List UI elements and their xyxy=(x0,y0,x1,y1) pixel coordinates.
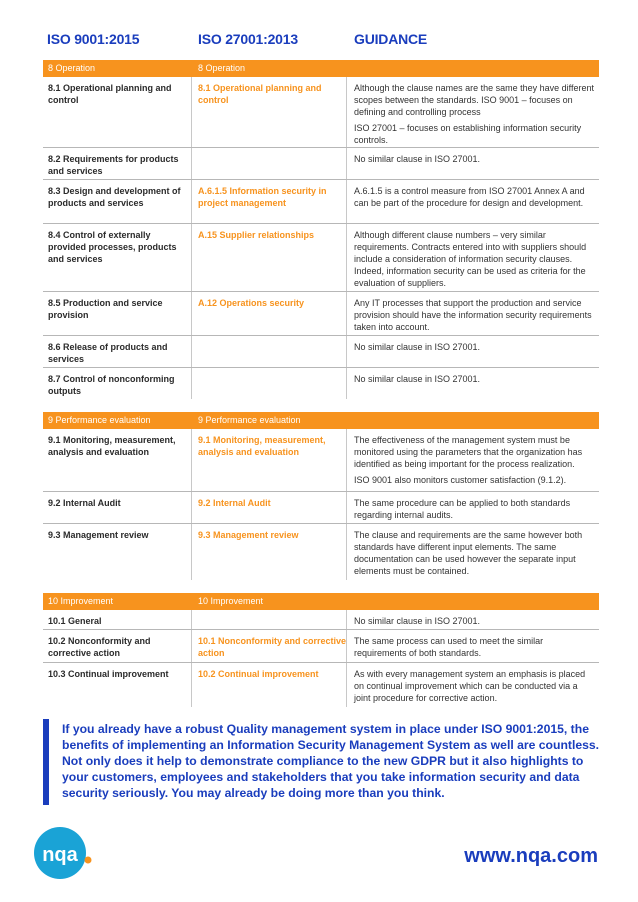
iso27001-clause: 9.3 Management review xyxy=(198,530,299,540)
header-iso27001: ISO 27001:2013 xyxy=(198,31,298,47)
guidance-text: No similar clause in ISO 27001. xyxy=(354,342,481,352)
guidance-text: As with every management system an emphasis is placed on continual improvement which can be conducted via a joint procedure for corrective action. xyxy=(354,669,586,703)
table-column-headers xyxy=(43,31,599,51)
table-row xyxy=(43,180,599,224)
iso9001-clause: 8.6 Release of products and services xyxy=(48,342,168,364)
guidance-text: Although the clause names are the same they have different scopes between the standards. ISO 9001 – focuses on defining and controlling process ISO 27001 – focuses on establishing information security controls. xyxy=(354,83,594,145)
section-improvement xyxy=(43,593,599,707)
iso9001-clause: 9.2 Internal Audit xyxy=(48,498,121,508)
iso27001-clause: A.6.1.5 Information security in project management xyxy=(198,186,327,208)
guidance-text: No similar clause in ISO 27001. xyxy=(354,374,481,384)
website-link[interactable]: www.nqa.com xyxy=(464,845,598,867)
guidance-text: No similar clause in ISO 27001. xyxy=(354,154,481,164)
guidance-text: The same process can used to meet the similar requirements of both standards. xyxy=(354,636,544,658)
iso27001-clause: A.12 Operations security xyxy=(198,298,305,308)
table-row xyxy=(43,336,599,368)
nqa-logo xyxy=(34,820,98,884)
callout-accent-bar xyxy=(43,719,49,805)
iso27001-clause: A.15 Supplier relationships xyxy=(198,230,315,240)
table-row xyxy=(43,663,599,707)
iso9001-clause: 8.3 Design and development of products and services xyxy=(48,186,181,208)
iso9001-clause: 8.4 Control of externally provided processes, products and services xyxy=(48,230,177,264)
section-bar xyxy=(43,593,599,610)
iso27001-clause: 10.1 Nonconformity and corrective action xyxy=(198,636,347,658)
guidance-text: The clause and requirements are the same however both standards have different input elements. The same documentation can be used however the separate input elements must be contained. xyxy=(354,530,583,576)
section-title-left: 8 Operation xyxy=(48,63,96,73)
iso27001-clause: 8.1 Operational planning and control xyxy=(198,83,322,105)
iso27001-clause: 9.2 Internal Audit xyxy=(198,498,271,508)
table-row xyxy=(43,630,599,663)
callout-text: If you already have a robust Quality management system in place under ISO 9001:2015, the benefits of implementing an Information Security Management System as well are countless. Not only does it help to demonstrate compliance to the new GDPR but it also highlights to your customers, employees and stakeholders that you take information security and data security seriously. You may already be doing more than you think. xyxy=(62,722,600,800)
callout-box xyxy=(43,719,599,805)
section-title-right: 9 Performance evaluation xyxy=(198,415,301,425)
guidance-text: A.6.1.5 is a control measure from ISO 27001 Annex A and can be part of the procedure for design and development. xyxy=(354,186,585,208)
table-row xyxy=(43,492,599,524)
table-row xyxy=(43,224,599,292)
iso9001-clause: 8.2 Requirements for products and services xyxy=(48,154,179,176)
section-operation xyxy=(43,60,599,399)
table-row xyxy=(43,292,599,336)
guidance-text: No similar clause in ISO 27001. xyxy=(354,616,481,626)
section-bar xyxy=(43,412,599,429)
iso9001-clause: 9.3 Management review xyxy=(48,530,149,540)
iso9001-clause: 10.3 Continual improvement xyxy=(48,669,169,679)
iso9001-clause: 10.2 Nonconformity and corrective action xyxy=(48,636,151,658)
iso9001-clause: 10.1 General xyxy=(48,616,102,626)
iso9001-clause: 9.1 Monitoring, measurement, analysis and evaluation xyxy=(48,435,176,457)
table-row xyxy=(43,524,599,580)
svg-text:nqa: nqa xyxy=(42,844,78,866)
section-performance-evaluation xyxy=(43,412,599,580)
section-title-right: 10 Improvement xyxy=(198,596,264,606)
iso9001-clause: 8.5 Production and service provision xyxy=(48,298,163,320)
header-iso9001: ISO 9001:2015 xyxy=(47,31,140,47)
section-title-left: 9 Performance evaluation xyxy=(48,415,151,425)
iso27001-clause: 10.2 Continual improvement xyxy=(198,669,319,679)
guidance-text: Although different clause numbers – very similar requirements. Contracts entered into with suppliers should include a consideration of information security clauses. Indeed, information security can be used as criteria for the evaluation of suppliers. xyxy=(354,230,587,288)
header-guidance: GUIDANCE xyxy=(354,31,428,47)
iso9001-clause: 8.7 Control of nonconforming outputs xyxy=(48,374,175,396)
iso27001-clause: 9.1 Monitoring, measurement, analysis and evaluation xyxy=(198,435,326,457)
guidance-text: Any IT processes that support the production and service provision should have the information security requirements taken into account. xyxy=(354,298,592,332)
table-row xyxy=(43,429,599,492)
guidance-text: The same procedure can be applied to both standards regarding internal audits. xyxy=(354,498,571,520)
table-row xyxy=(43,610,599,630)
table-row xyxy=(43,148,599,180)
table-row xyxy=(43,77,599,148)
section-title-right: 8 Operation xyxy=(198,63,246,73)
section-title-left: 10 Improvement xyxy=(48,596,114,606)
section-bar xyxy=(43,60,599,77)
table-row xyxy=(43,368,599,399)
guidance-text: The effectiveness of the management system must be monitored using the parameters that the organization has identified as being important for the process realization. ISO 9001 also monitors customer satisfaction (9.1.2). xyxy=(354,435,583,485)
iso9001-clause: 8.1 Operational planning and control xyxy=(48,83,172,105)
